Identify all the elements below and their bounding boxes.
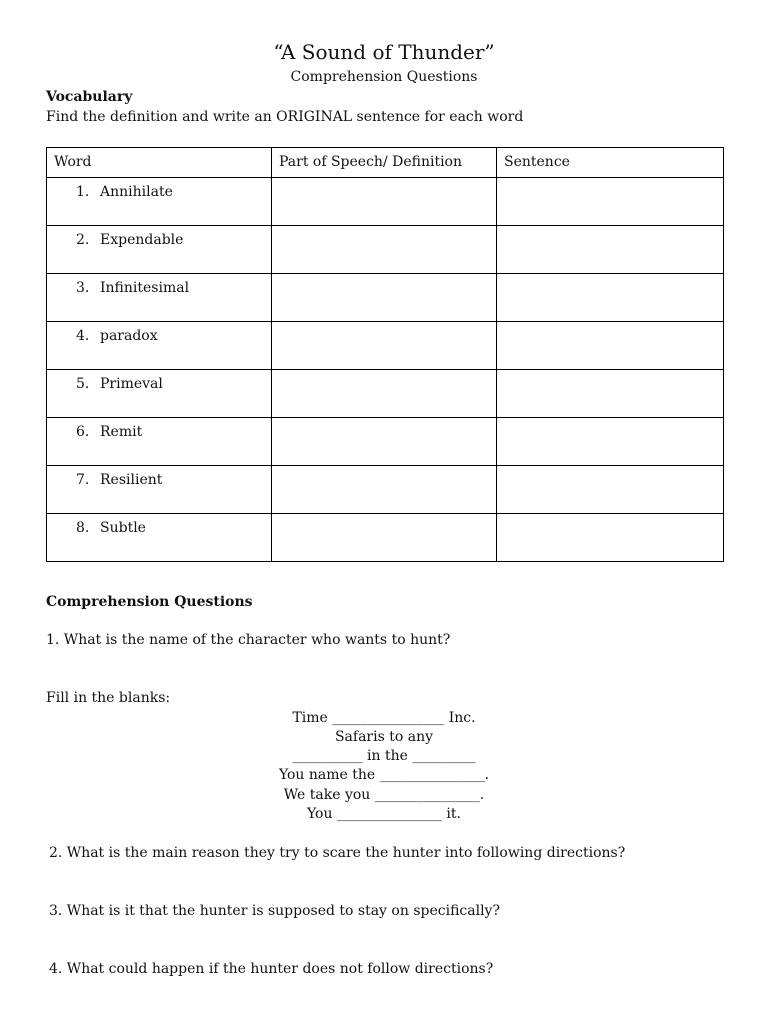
word-number: 7. — [76, 472, 90, 488]
definition-cell[interactable] — [272, 178, 497, 226]
fill-line: Time ________________ Inc. — [292, 710, 476, 726]
word-number: 1. — [76, 184, 90, 200]
word-text: Resilient — [100, 472, 163, 488]
word-text: Primeval — [100, 376, 163, 392]
table-row — [47, 514, 724, 562]
word-cell — [47, 178, 272, 226]
word-text: paradox — [100, 328, 158, 344]
question-2: 2. What is the main reason they try to scare the hunter into following directions? — [49, 845, 626, 861]
column-header-sentence: Sentence — [497, 148, 724, 178]
sentence-cell[interactable] — [497, 466, 724, 514]
table-row — [47, 466, 724, 514]
word-cell — [47, 514, 272, 562]
sentence-cell[interactable] — [497, 514, 724, 562]
sentence-cell[interactable] — [497, 178, 724, 226]
vocabulary-table — [46, 147, 724, 562]
word-cell — [47, 370, 272, 418]
word-number: 3. — [76, 280, 90, 296]
table-row — [47, 322, 724, 370]
definition-cell[interactable] — [272, 226, 497, 274]
word-number: 5. — [76, 376, 90, 392]
sentence-cell[interactable] — [497, 370, 724, 418]
fill-line: We take you _______________. — [283, 787, 485, 803]
word-text: Remit — [100, 424, 143, 440]
word-cell — [47, 226, 272, 274]
table-row — [47, 370, 724, 418]
word-number: 6. — [76, 424, 90, 440]
definition-cell[interactable] — [272, 514, 497, 562]
fill-line: You name the _______________. — [278, 767, 490, 783]
definition-cell[interactable] — [272, 418, 497, 466]
word-number: 4. — [76, 328, 90, 344]
fill-in-label: Fill in the blanks: — [46, 690, 171, 706]
worksheet-title: “A Sound of Thunder” — [273, 40, 495, 64]
table-row — [47, 418, 724, 466]
definition-cell[interactable] — [272, 274, 497, 322]
sentence-cell[interactable] — [497, 226, 724, 274]
question-4: 4. What could happen if the hunter does not follow directions? — [49, 961, 494, 977]
word-text: Infinitesimal — [100, 280, 190, 296]
word-number: 2. — [76, 232, 90, 248]
sentence-cell[interactable] — [497, 418, 724, 466]
question-1: 1. What is the name of the character who wants to hunt? — [46, 632, 451, 648]
table-row — [47, 178, 724, 226]
table-header-row — [47, 148, 724, 178]
vocabulary-instructions: Find the definition and write an ORIGINAL sentence for each word — [46, 109, 524, 125]
word-cell — [47, 274, 272, 322]
word-cell — [47, 466, 272, 514]
table-row — [47, 274, 724, 322]
word-cell — [47, 322, 272, 370]
table-row — [47, 226, 724, 274]
fill-line: You _______________ it. — [307, 806, 461, 822]
word-text: Subtle — [100, 520, 146, 536]
comprehension-heading: Comprehension Questions — [46, 594, 253, 610]
definition-cell[interactable] — [272, 466, 497, 514]
word-text: Expendable — [100, 232, 184, 248]
vocabulary-heading: Vocabulary — [46, 89, 133, 105]
word-number: 8. — [76, 520, 90, 536]
question-3: 3. What is it that the hunter is supposed to stay on specifically? — [49, 903, 500, 919]
column-header-definition: Part of Speech/ Definition — [272, 148, 497, 178]
sentence-cell[interactable] — [497, 274, 724, 322]
fill-line: __________ in the _________ — [292, 748, 476, 764]
word-cell — [47, 418, 272, 466]
fill-line: Safaris to any — [334, 729, 434, 745]
worksheet-subtitle: Comprehension Questions — [290, 69, 478, 85]
definition-cell[interactable] — [272, 370, 497, 418]
sentence-cell[interactable] — [497, 322, 724, 370]
definition-cell[interactable] — [272, 322, 497, 370]
column-header-word: Word — [47, 148, 272, 178]
word-text: Annihilate — [100, 184, 173, 200]
